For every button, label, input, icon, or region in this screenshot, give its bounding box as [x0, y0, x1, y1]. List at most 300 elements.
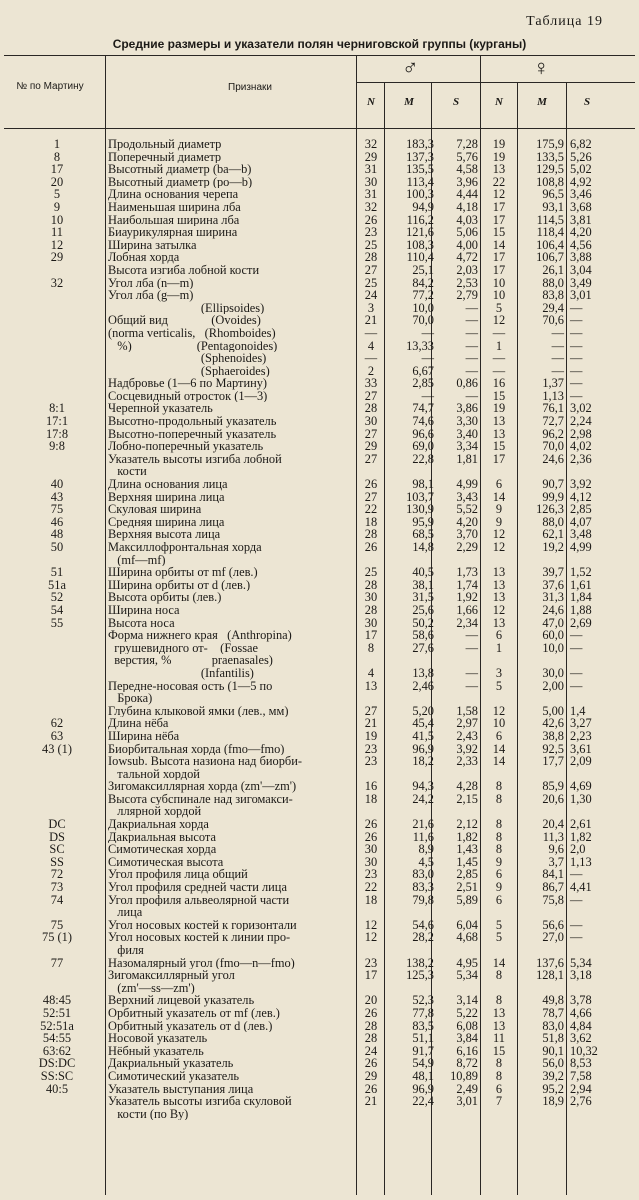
- cell-m2: 96,5: [542, 187, 564, 202]
- cell-n2: 6: [495, 892, 503, 907]
- cell-s1: 5,34: [456, 968, 478, 983]
- cell-name: Высота субспинале над зигомакси-: [108, 792, 293, 806]
- cell-no: 75: [50, 917, 64, 932]
- cell-name: Дакриальная хорда: [108, 818, 209, 831]
- cell-n1: 30: [364, 854, 378, 869]
- table-row: [0, 818, 639, 831]
- cell-m1: 70,0: [412, 313, 434, 328]
- cell-m2: 95,2: [542, 1081, 564, 1096]
- cell-s1: 5,89: [456, 892, 478, 907]
- cell-name: Высота орбиты (лев.): [108, 591, 222, 604]
- cell-n2: 15: [492, 1043, 506, 1058]
- cell-m1: 96,9: [412, 1081, 434, 1096]
- cell-n2: 13: [492, 577, 506, 592]
- cell-m2: 26,1: [542, 262, 564, 277]
- table-row: [0, 289, 639, 302]
- cell-name: Форма нижнего края (Anthropina): [108, 629, 292, 642]
- cell-m2: 60,0: [542, 628, 564, 643]
- cell-s1: 2,34: [456, 615, 478, 630]
- cell-n1: 3: [367, 300, 375, 315]
- cell-s2: 4,41: [570, 880, 592, 895]
- cell-s1: 2,85: [456, 867, 478, 882]
- cell-m1: 10,0: [412, 300, 434, 315]
- cell-s2: —: [570, 376, 583, 391]
- cell-n1: 27: [364, 262, 378, 277]
- cell-s2: —: [570, 363, 583, 378]
- cell-m2: 5,00: [542, 703, 564, 718]
- cell-m1: —: [421, 388, 434, 403]
- cell-m1: 83,0: [412, 867, 434, 882]
- cell-s1: 4,44: [456, 187, 478, 202]
- table-row: [0, 1108, 639, 1121]
- cell-m1: 83,3: [412, 880, 434, 895]
- cell-m2: 20,4: [542, 817, 564, 832]
- cell-m1: 6,67: [412, 363, 434, 378]
- cell-no: 75: [50, 502, 64, 517]
- cell-s2: 3,02: [570, 401, 592, 416]
- cell-m2: 20,6: [542, 791, 564, 806]
- cell-n2: 8: [495, 993, 503, 1008]
- cell-m1: 58,6: [412, 628, 434, 643]
- cell-n1: 23: [364, 225, 378, 240]
- cell-n2: 7: [495, 1094, 503, 1109]
- cell-n2: 14: [492, 237, 506, 252]
- cell-s2: 2,76: [570, 1094, 592, 1109]
- cell-n1: —: [364, 325, 378, 340]
- cell-n1: 28: [364, 1018, 378, 1033]
- cell-name: Угол профиля альвеолярной части: [108, 893, 290, 907]
- cell-m2: 90,7: [542, 477, 564, 492]
- cell-m1: 24,2: [412, 791, 434, 806]
- cell-s1: 4,99: [456, 477, 478, 492]
- table-row: [0, 629, 639, 642]
- cell-n1: 4: [367, 338, 375, 353]
- table-row: [0, 1095, 639, 1108]
- cell-name: Высотный диаметр (ba—b): [108, 163, 252, 176]
- cell-name: Ширина орбиты от mf (лев.): [108, 566, 258, 579]
- header-m-male: M: [404, 96, 414, 108]
- cell-n1: 22: [364, 502, 378, 517]
- cell-s1: 3,40: [456, 426, 478, 441]
- table-row: [0, 226, 639, 239]
- cell-n1: 30: [364, 615, 378, 630]
- cell-n2: 12: [492, 602, 506, 617]
- table-row: [0, 541, 639, 554]
- cell-name: (zm'—ss—zm'): [108, 981, 195, 995]
- cell-n1: 30: [364, 842, 378, 857]
- cell-m1: 13,33: [406, 338, 434, 353]
- cell-n1: 29: [364, 1068, 378, 1083]
- cell-name: (norma verticalis, (Rhomboides): [108, 326, 276, 340]
- table-row: [0, 793, 639, 806]
- cell-name: Угол лба (n—m): [108, 276, 194, 290]
- cell-no: 17:1: [45, 414, 69, 429]
- table-row: [0, 604, 639, 617]
- cell-m1: 74,6: [412, 414, 434, 429]
- cell-n1: 18: [364, 791, 378, 806]
- table-row: [0, 377, 639, 390]
- cell-m1: 54,9: [412, 1056, 434, 1071]
- cell-m1: 95,9: [412, 514, 434, 529]
- cell-no: 43 (1): [42, 741, 72, 756]
- table-row: [0, 415, 639, 428]
- cell-s2: 10,32: [570, 1043, 598, 1058]
- cell-m2: 47,0: [542, 615, 564, 630]
- cell-n2: 13: [492, 414, 506, 429]
- cell-s1: —: [465, 628, 478, 643]
- cell-n2: 8: [495, 779, 503, 794]
- cell-s1: —: [465, 363, 478, 378]
- cell-s1: 3,92: [456, 741, 478, 756]
- table-row: [0, 944, 639, 957]
- cell-m2: 10,0: [542, 640, 564, 655]
- cell-s2: —: [570, 917, 583, 932]
- cell-n2: 5: [495, 300, 503, 315]
- cell-no: DS:DC: [38, 1056, 76, 1071]
- cell-no: 9: [53, 199, 61, 214]
- cell-s2: —: [570, 892, 583, 907]
- cell-s1: 4,28: [456, 779, 478, 794]
- cell-name: Высотный диаметр (po—b): [108, 175, 253, 189]
- header-features: Признаки: [228, 82, 272, 93]
- table-row: [0, 138, 639, 151]
- cell-s1: 1,58: [456, 703, 478, 718]
- cell-name: Верхняя ширина лица: [108, 490, 225, 504]
- cell-s2: 2,36: [570, 451, 592, 466]
- cell-s2: 3,18: [570, 968, 592, 983]
- cell-s2: 3,48: [570, 527, 592, 542]
- table-row: [0, 780, 639, 793]
- cell-name: Наибольшая ширина лба: [108, 213, 240, 227]
- cell-m1: 116,2: [406, 212, 434, 227]
- cell-no: 72: [50, 867, 64, 882]
- cell-m2: 70,6: [542, 313, 564, 328]
- cell-s2: 1,84: [570, 590, 592, 605]
- cell-n2: 6: [495, 728, 503, 743]
- cell-n2: 6: [495, 477, 503, 492]
- cell-n2: 12: [492, 527, 506, 542]
- cell-s1: 4,58: [456, 162, 478, 177]
- cell-m1: 5,20: [412, 703, 434, 718]
- cell-m1: 40,5: [412, 565, 434, 580]
- cell-m2: 108,8: [536, 174, 564, 189]
- cell-n1: 21: [364, 1094, 378, 1109]
- cell-no: 54: [50, 602, 64, 617]
- cell-s1: 1,73: [456, 565, 478, 580]
- cell-s2: 2,85: [570, 502, 592, 517]
- cell-n1: 18: [364, 514, 378, 529]
- table-row: [0, 1007, 639, 1020]
- cell-n1: 28: [364, 250, 378, 265]
- cell-s1: —: [465, 351, 478, 366]
- cell-s2: 3,68: [570, 199, 592, 214]
- cell-m2: 106,7: [536, 250, 564, 265]
- table-row: [0, 440, 639, 453]
- cell-n2: 22: [492, 174, 506, 189]
- cell-n1: 24: [364, 1043, 378, 1058]
- cell-m2: 83,8: [542, 288, 564, 303]
- cell-s1: 5,06: [456, 225, 478, 240]
- cell-n1: 25: [364, 565, 378, 580]
- cell-m1: 103,7: [406, 489, 434, 504]
- cell-name: Черепной указатель: [108, 402, 213, 416]
- cell-no: 63:62: [42, 1043, 72, 1058]
- cell-s2: 6,82: [570, 137, 592, 151]
- cell-n2: 8: [495, 829, 503, 844]
- cell-m1: 11,6: [412, 829, 434, 844]
- cell-s2: 3,62: [570, 1031, 592, 1046]
- cell-s1: 1,45: [456, 854, 478, 869]
- cell-s1: 5,22: [456, 1005, 478, 1020]
- cell-name: Угол носовых костей к горизонтали: [108, 918, 297, 932]
- cell-n1: 26: [364, 540, 378, 554]
- cell-s1: 2,33: [456, 754, 478, 769]
- cell-no: 52:51: [42, 1005, 72, 1020]
- cell-s1: 1,43: [456, 842, 478, 857]
- cell-s1: 4,03: [456, 212, 478, 227]
- cell-m2: 1,13: [542, 388, 564, 403]
- cell-n1: 26: [364, 477, 378, 492]
- cell-name: Угол профиля средней части лица: [108, 881, 287, 894]
- cell-n1: 27: [364, 388, 378, 403]
- cell-n2: 13: [492, 615, 506, 630]
- cell-s1: 3,84: [456, 1031, 478, 1046]
- cell-n2: 10: [492, 275, 506, 290]
- cell-s2: 4,56: [570, 237, 592, 252]
- cell-s1: 6,16: [456, 1043, 478, 1058]
- header-n-male: N: [367, 96, 375, 108]
- cell-name: Орбитный указатель от mf (лев.): [108, 1006, 280, 1020]
- cell-m1: 83,5: [412, 1018, 434, 1033]
- cell-name: Верхний лицевой указатель: [108, 994, 255, 1007]
- cell-m1: 94,3: [412, 779, 434, 794]
- cell-m2: 29,4: [542, 300, 564, 315]
- cell-n1: 25: [364, 237, 378, 252]
- cell-n1: 20: [364, 993, 378, 1008]
- cell-no: SC: [49, 842, 65, 857]
- cell-n2: 6: [495, 1081, 503, 1096]
- cell-s1: 10,89: [450, 1068, 478, 1083]
- cell-s1: 4,68: [456, 930, 478, 945]
- cell-m2: 85,9: [542, 779, 564, 794]
- cell-name: Высотно-продольный указатель: [108, 415, 277, 428]
- cell-n1: 26: [364, 829, 378, 844]
- cell-s2: 2,98: [570, 426, 592, 441]
- cell-name: Биорбитальная хорда (fmo—fmo): [108, 742, 285, 756]
- cell-no: 32: [50, 275, 64, 290]
- cell-m2: 11,3: [542, 829, 564, 844]
- cell-s1: 2,49: [456, 1081, 478, 1096]
- cell-m2: 17,7: [542, 754, 564, 769]
- cell-s1: 7,28: [456, 137, 478, 151]
- cell-n1: 33: [364, 376, 378, 391]
- cell-name: Длина основания лица: [108, 478, 228, 491]
- cell-n1: 16: [364, 779, 378, 794]
- cell-no: 48:45: [42, 993, 72, 1008]
- female-symbol-icon: ♀: [533, 55, 550, 80]
- cell-s1: —: [465, 338, 478, 353]
- cell-n1: 23: [364, 867, 378, 882]
- cell-m1: 25,1: [412, 262, 434, 277]
- cell-s2: 5,26: [570, 149, 592, 164]
- cell-name: Надбровье (1—6 по Мартину): [108, 377, 268, 390]
- cell-n2: 19: [492, 137, 506, 151]
- cell-n2: 1: [495, 338, 503, 353]
- cell-n1: 4: [367, 665, 375, 680]
- table-row: [0, 831, 639, 844]
- cell-name: Ширина затылка: [108, 238, 197, 252]
- table-row: [0, 642, 639, 655]
- cell-s1: —: [465, 313, 478, 328]
- cell-n1: 31: [364, 187, 378, 202]
- cell-s2: —: [570, 640, 583, 655]
- cell-n1: 8: [367, 640, 375, 655]
- cell-s2: 2,09: [570, 754, 592, 769]
- cell-m2: 38,8: [542, 728, 564, 743]
- cell-name: Высотно-поперечный указатель: [108, 427, 277, 441]
- cell-n1: 2: [367, 363, 375, 378]
- cell-n2: 13: [492, 590, 506, 605]
- cell-m2: 99,9: [542, 489, 564, 504]
- cell-m1: 74,7: [412, 401, 434, 416]
- cell-n2: 8: [495, 791, 503, 806]
- cell-m1: 94,9: [412, 199, 434, 214]
- cell-n2: 16: [492, 376, 506, 391]
- cell-m1: 27,6: [412, 640, 434, 655]
- cell-s1: 4,20: [456, 514, 478, 529]
- cell-s2: 1,52: [570, 565, 592, 580]
- cell-n2: 13: [492, 1018, 506, 1033]
- cell-n2: 5: [495, 917, 503, 932]
- cell-m2: 88,0: [542, 514, 564, 529]
- cell-name: Симотический указатель: [108, 1069, 240, 1083]
- cell-m1: 4,5: [418, 854, 434, 869]
- header-m-female: M: [537, 96, 547, 108]
- cell-n2: 17: [492, 212, 506, 227]
- cell-m1: 50,2: [412, 615, 434, 630]
- cell-s2: 3,92: [570, 477, 592, 492]
- cell-no: 8:1: [49, 401, 65, 416]
- cell-n1: 30: [364, 414, 378, 429]
- cell-m1: 69,0: [412, 439, 434, 454]
- cell-m2: 70,0: [542, 439, 564, 454]
- cell-name: Угол носовых костей к линии про-: [108, 931, 291, 944]
- cell-s1: 4,18: [456, 199, 478, 214]
- cell-s2: 4,12: [570, 489, 592, 504]
- cell-m1: 41,5: [412, 728, 434, 743]
- cell-m1: 113,4: [406, 174, 434, 189]
- table-row: [0, 755, 639, 768]
- cell-n1: 17: [364, 628, 378, 643]
- cell-m2: 133,5: [536, 149, 564, 164]
- table-title: Средние размеры и указатели полян черниговской группы (курганы): [112, 37, 527, 51]
- cell-s1: 1,81: [456, 451, 478, 466]
- cell-m2: —: [551, 351, 564, 366]
- cell-no: 46: [50, 514, 64, 529]
- cell-s2: —: [570, 325, 583, 340]
- cell-name: Ширина носа: [108, 603, 180, 617]
- cell-n2: 12: [492, 313, 506, 328]
- cell-m1: 18,2: [412, 754, 434, 769]
- cell-m2: 39,2: [542, 1068, 564, 1083]
- cell-s2: —: [570, 665, 583, 680]
- cell-n1: 26: [364, 1056, 378, 1071]
- table-row: [0, 352, 639, 365]
- cell-m2: 42,6: [542, 716, 564, 731]
- cell-m1: —: [421, 351, 434, 366]
- cell-n2: 13: [492, 1005, 506, 1020]
- cell-m1: 137,3: [406, 149, 434, 164]
- cell-n1: 22: [364, 880, 378, 895]
- cell-n1: 19: [364, 728, 378, 743]
- cell-name: ллярной хордой: [108, 805, 202, 819]
- cell-n1: 27: [364, 489, 378, 504]
- cell-n2: 10: [492, 716, 506, 731]
- cell-no: 52: [50, 590, 64, 605]
- cell-n2: 8: [495, 842, 503, 857]
- cell-s1: 5,52: [456, 502, 478, 517]
- cell-s2: 1,13: [570, 854, 592, 869]
- table-row: [0, 264, 639, 277]
- cell-name: Назомалярный угол (fmo—n—fmo): [108, 956, 295, 970]
- cell-m1: 51,1: [412, 1031, 434, 1046]
- table-row: [0, 730, 639, 743]
- cell-no: 1: [53, 137, 61, 151]
- cell-s2: 1,61: [570, 577, 592, 592]
- cell-m1: 183,3: [406, 137, 434, 151]
- cell-m1: 2,85: [412, 376, 434, 391]
- cell-n2: 12: [492, 187, 506, 202]
- cell-s1: 4,72: [456, 250, 478, 265]
- cell-name: Лобная хорда: [108, 251, 180, 264]
- cell-m2: 27,0: [542, 930, 564, 945]
- cell-m2: 96,2: [542, 426, 564, 441]
- cell-s2: 5,02: [570, 162, 592, 177]
- cell-m1: 98,1: [412, 477, 434, 492]
- cell-m1: 22,4: [412, 1094, 434, 1109]
- cell-name: Ширина нёба: [108, 729, 180, 743]
- cell-n2: 14: [492, 754, 506, 769]
- cell-m1: 22,8: [412, 451, 434, 466]
- cell-n1: 32: [364, 199, 378, 214]
- cell-no: SS:SC: [40, 1068, 74, 1083]
- cell-n1: 26: [364, 817, 378, 832]
- cell-s2: 2,23: [570, 728, 592, 743]
- cell-name: Наименьшая ширина лба: [108, 200, 241, 214]
- male-symbol-icon: ♂: [402, 55, 419, 80]
- table-number: Таблица 19: [526, 14, 603, 29]
- cell-no: 62: [50, 716, 64, 731]
- cell-n2: 6: [495, 867, 503, 882]
- cell-name: Максиллофронтальная хорда: [108, 541, 262, 554]
- cell-name: кости (по Ву): [108, 1107, 189, 1121]
- cell-s1: —: [465, 388, 478, 403]
- cell-n1: 29: [364, 439, 378, 454]
- cell-n1: 27: [364, 451, 378, 466]
- cell-name: Iowsub. Высота назиона над биорби-: [108, 755, 302, 768]
- cell-s2: 4,20: [570, 225, 592, 240]
- cell-n2: 8: [495, 968, 503, 983]
- cell-n2: 17: [492, 199, 506, 214]
- cell-s2: 3,27: [570, 716, 592, 731]
- cell-name: грушевидного от- (Fossae: [108, 641, 259, 655]
- cell-name: Указатель выступания лица: [108, 1082, 254, 1096]
- cell-s1: 3,14: [456, 993, 478, 1008]
- cell-n2: 14: [492, 489, 506, 504]
- cell-n1: 23: [364, 754, 378, 769]
- cell-no: 48: [50, 527, 64, 542]
- cell-m2: 1,37: [542, 376, 564, 391]
